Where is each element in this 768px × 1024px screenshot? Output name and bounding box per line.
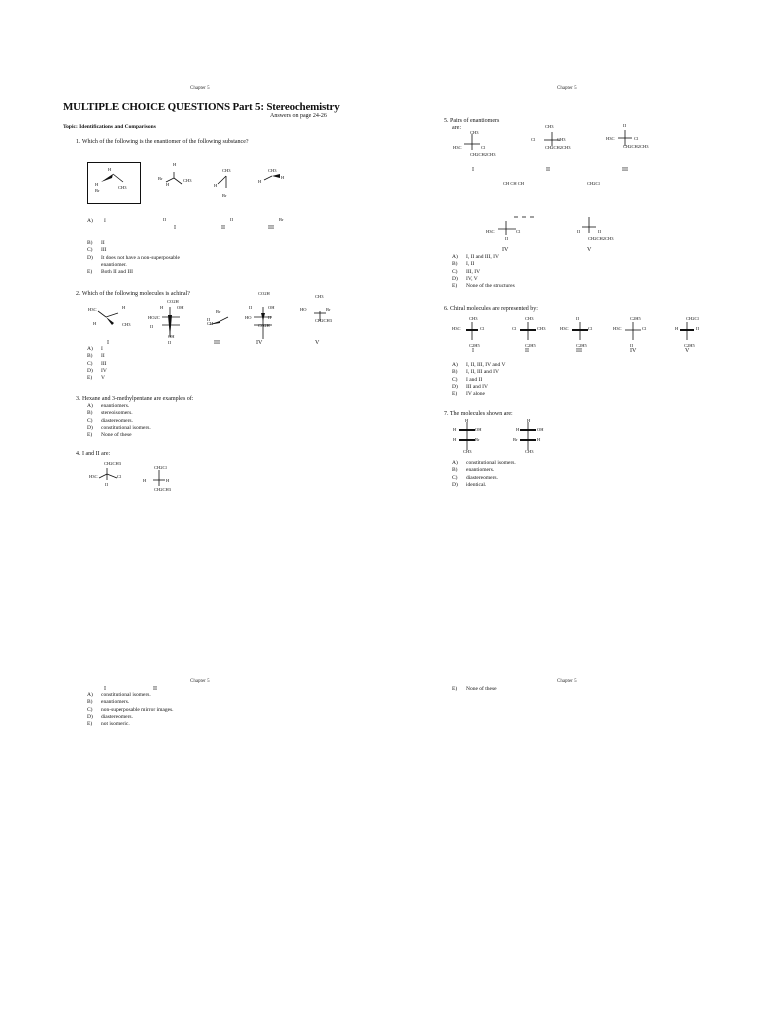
page-header: Chapter 5	[557, 679, 577, 684]
q6-fischer-structures	[460, 320, 710, 344]
option-row[interactable]	[87, 410, 151, 417]
atom-label: CH3	[118, 185, 127, 190]
option-text: None of these	[101, 432, 132, 439]
option-row[interactable]	[87, 375, 107, 382]
structure-label: III	[214, 340, 220, 346]
atom-label: Cl	[588, 326, 593, 331]
option-row[interactable]	[452, 391, 506, 398]
option-text: stereoisomers.	[101, 410, 133, 417]
option-key: D)	[87, 424, 93, 431]
option-text: I	[101, 346, 103, 352]
option-text: V	[101, 375, 105, 382]
atom-label: CH3	[525, 316, 534, 321]
atom-label: II	[230, 217, 233, 222]
atom-label: OH	[537, 427, 544, 432]
structure-label: IV	[502, 247, 509, 253]
atom-label: Br	[222, 193, 227, 198]
option-row[interactable]	[87, 721, 174, 728]
q4-structures	[95, 466, 185, 490]
answers-note: Answers on page 24-26	[270, 113, 327, 119]
atom-label: Br	[279, 217, 284, 222]
atom-label: OH	[168, 334, 175, 339]
option-text: I, II	[466, 261, 475, 268]
option-row[interactable]	[87, 255, 180, 262]
option-key: A)	[452, 362, 458, 368]
atom-label: C2H5	[576, 343, 587, 348]
atom-label: CH2CH3	[104, 461, 122, 466]
atom-label: OH	[268, 305, 275, 310]
atom-label: H	[143, 478, 147, 483]
atom-label: Cl	[642, 326, 647, 331]
atom-label: Cl	[531, 137, 536, 142]
option-text: diastereomers.	[101, 417, 133, 424]
atom-label: II	[576, 316, 579, 321]
option-row[interactable]	[452, 377, 506, 384]
option-row[interactable]	[452, 467, 516, 474]
option-row[interactable]	[87, 361, 107, 368]
atom-label: II	[577, 229, 580, 234]
option-row[interactable]	[87, 699, 174, 706]
structure-label: V	[587, 247, 592, 253]
option-row[interactable]	[87, 269, 180, 276]
option-text: None of the structures	[466, 283, 515, 290]
atom-label: Br	[475, 437, 480, 442]
atom-label: C2H5	[469, 343, 480, 348]
option-key: D)	[87, 713, 93, 720]
structure-label: I	[104, 686, 106, 692]
option-text: It does not have a non-superposable	[101, 254, 180, 261]
option-text: IV	[101, 367, 107, 374]
option-row[interactable]	[87, 247, 180, 254]
option-text: III	[101, 247, 107, 254]
option-text: enantiomers.	[466, 467, 495, 474]
structure-label: II	[525, 348, 529, 354]
atom-label: II	[696, 326, 699, 331]
option-key: A)	[452, 460, 458, 466]
atom-label: Cl	[480, 326, 485, 331]
question-3: 3. Hexane and 3-methylpentane are examples of:	[76, 396, 194, 402]
atom-label: II	[105, 482, 108, 487]
option-text: diastereomers.	[101, 713, 133, 720]
page-header: Chapter 5	[557, 86, 577, 91]
option-key: D)	[87, 254, 93, 261]
option-key: D)	[452, 383, 458, 390]
option-key: E)	[452, 686, 458, 692]
q5-options	[452, 254, 515, 290]
atom-label: H3C	[606, 136, 615, 141]
option-row[interactable]	[452, 362, 506, 369]
atom-label: H	[527, 418, 531, 423]
option-key: C)	[452, 376, 458, 383]
atom-label: II	[168, 340, 171, 345]
option-text: II	[101, 240, 105, 246]
option-text: III	[101, 360, 107, 367]
q7-options	[452, 460, 516, 489]
option-key: B)	[452, 261, 458, 268]
option-text: diastereomers.	[466, 474, 498, 481]
option-row[interactable]	[452, 283, 515, 290]
atom-label: H	[453, 427, 457, 432]
atom-label: C2H5	[684, 343, 695, 348]
option-key: C)	[87, 706, 93, 713]
q3-options	[87, 403, 151, 439]
atom-label: II	[598, 229, 601, 234]
q6-options	[452, 362, 506, 398]
atom-label: HO2C	[148, 315, 160, 320]
option-row[interactable]	[452, 269, 515, 276]
structure-label: III	[576, 348, 582, 354]
option-row[interactable]	[87, 692, 174, 699]
option-row[interactable]	[87, 240, 180, 247]
atom-label: CH3	[537, 326, 546, 331]
atom-label: H	[516, 427, 520, 432]
atom-label: H	[281, 175, 285, 180]
option-text: not isomeric.	[101, 721, 130, 728]
atom-label: CH2CH2CH3	[470, 152, 496, 157]
atom-label: CH3	[222, 168, 231, 173]
topic-heading: Topic: Identifications and Comparisons	[63, 124, 156, 130]
atom-label: II	[150, 324, 153, 329]
atom-label: OH	[177, 305, 184, 310]
atom-label: H	[122, 305, 126, 310]
question-5: 5. Pairs of enantiomers	[444, 118, 500, 124]
structure-label: II	[546, 167, 550, 173]
option-row[interactable]	[87, 353, 107, 360]
atom-label: OH	[475, 427, 482, 432]
atom-label: H3C	[560, 326, 569, 331]
atom-label: CH3	[557, 137, 566, 142]
atom-label: H	[453, 437, 457, 442]
atom-label: Cl	[516, 229, 521, 234]
atom-label: CH3	[545, 124, 554, 129]
option-row[interactable]	[452, 261, 515, 268]
atom-label: CH3	[315, 294, 324, 299]
option-row[interactable]	[87, 714, 174, 721]
question-1: 1. Which of the following is the enantiomer of the following substance?	[76, 139, 249, 145]
atom-label: H3C	[89, 474, 98, 479]
atom-label: H	[166, 478, 170, 483]
option-row[interactable]	[87, 403, 151, 410]
atom-label: II	[249, 305, 252, 310]
option-key: B)	[87, 240, 93, 246]
option-text: constitutional isomers.	[101, 424, 151, 431]
atom-label: HO	[245, 315, 252, 320]
option-text: identical.	[466, 481, 487, 488]
structure-label: III	[622, 167, 628, 173]
option-text: enantiomers.	[101, 403, 130, 409]
option-key: B)	[87, 353, 93, 360]
option-key: E)	[87, 269, 93, 276]
option-key: B)	[87, 410, 93, 417]
q4-options	[87, 692, 174, 728]
structure-label: I	[472, 348, 474, 354]
atom-label: Br	[95, 188, 100, 193]
page-title: MULTIPLE CHOICE QUESTIONS Part 5: Stereochemistry	[63, 101, 340, 113]
option-key: C)	[87, 417, 93, 424]
atom-label: Br	[158, 176, 163, 181]
atom-label: CO2H	[258, 291, 270, 296]
atom-label: Br	[326, 307, 331, 312]
option-key: C)	[452, 268, 458, 275]
atom-label: II	[623, 123, 626, 128]
structure-label: II	[221, 225, 225, 231]
option-key: E)	[87, 375, 93, 382]
atom-label: CH3	[463, 449, 472, 454]
structure-label: V	[315, 340, 320, 346]
atom-label: II	[630, 343, 633, 348]
option-text: III, IV	[466, 268, 481, 275]
atom-label: H3C	[486, 229, 495, 234]
atom-label: Br	[513, 437, 518, 442]
option-row[interactable]	[87, 707, 174, 714]
option-text: I and II	[466, 376, 483, 383]
option-key: A)	[87, 692, 93, 698]
option-text: non-superposable mirror images.	[101, 706, 174, 713]
q7-options-cont	[452, 686, 497, 693]
atom-label: H	[108, 167, 112, 172]
option-key: D)	[452, 481, 458, 488]
structure-label: II	[153, 686, 157, 692]
option-key: E)	[87, 721, 93, 728]
atom-label: CH2Cl	[154, 465, 167, 470]
atom-label: CH2Cl	[587, 181, 600, 186]
option-key: B)	[452, 369, 458, 376]
option-row[interactable]	[452, 369, 506, 376]
option-key: C)	[87, 360, 93, 367]
atom-label: CH2Cl	[686, 316, 699, 321]
option-text: Both II and III	[101, 269, 133, 276]
option-key: A)	[87, 403, 93, 409]
atom-label: CH2CH2CH3	[623, 144, 649, 149]
option-key: B)	[452, 467, 458, 474]
option-text: I, II and III, IV	[466, 254, 499, 260]
atom-label: H	[160, 305, 164, 310]
atom-label: H	[173, 162, 177, 167]
q1-structure-II	[210, 170, 240, 194]
option-key: A)	[87, 346, 93, 352]
atom-label: II	[207, 317, 210, 322]
option-key: D)	[87, 367, 93, 374]
option-row	[87, 262, 180, 269]
atom-label: Cl	[481, 145, 486, 150]
option-row[interactable]	[452, 254, 515, 261]
question-6: 6. Chiral molecules are represented by:	[444, 306, 538, 312]
atom-label: C2H5	[630, 316, 641, 321]
option-row[interactable]	[87, 418, 151, 425]
option-key: E)	[452, 283, 458, 290]
atom-label: H	[214, 183, 218, 188]
option-text: enantiomer.	[101, 261, 127, 268]
atom-label: CH2CH2CH3	[588, 236, 614, 241]
question-7: 7. The molecules shown are:	[444, 411, 513, 417]
option-text: enantiomers.	[101, 699, 130, 706]
atom-label: CO2H	[258, 323, 270, 328]
structure-label: III	[268, 225, 274, 231]
atom-label: CH3	[470, 130, 479, 135]
q1-option-a-value: I	[104, 218, 106, 224]
atom-label: CH2CH2CH3	[545, 145, 571, 150]
option-text: constitutional isomers.	[466, 460, 516, 466]
page-header: Chapter 5	[190, 679, 210, 684]
option-text: III and IV	[466, 383, 488, 390]
atom-label: CH3	[469, 316, 478, 321]
option-text: I, II, III, IV and V	[466, 362, 506, 368]
atom-label: H	[675, 326, 679, 331]
question-4: 4. I and II are:	[76, 451, 111, 457]
atom-label: II	[268, 315, 271, 320]
atom-label: Cl	[512, 326, 517, 331]
option-text: IV alone	[466, 391, 485, 398]
option-key: A)	[452, 254, 458, 260]
q1-options	[87, 240, 180, 276]
option-row[interactable]	[452, 475, 516, 482]
atom-label: CH CH CH	[503, 181, 525, 186]
atom-label: H3C	[453, 145, 462, 150]
atom-label: CH3	[183, 178, 192, 183]
structure-label: V	[685, 348, 690, 354]
structure-label: I	[107, 340, 109, 346]
atom-label: H3C	[88, 307, 97, 312]
option-row[interactable]	[452, 482, 516, 489]
option-text: II	[101, 353, 105, 360]
option-row[interactable]	[87, 432, 151, 439]
atom-label: H3C	[452, 326, 461, 331]
atom-label: C2H5	[525, 343, 536, 348]
option-text: I, II, III and IV	[466, 369, 499, 376]
option-row[interactable]	[452, 686, 497, 693]
structure-label: I	[174, 225, 176, 231]
atom-label: CH2CH3	[315, 318, 333, 323]
atom-label: H	[258, 179, 262, 184]
atom-label: H	[465, 418, 469, 423]
atom-label: H	[537, 437, 541, 442]
option-key: E)	[87, 432, 93, 439]
option-key: B)	[87, 699, 93, 706]
page-header: Chapter 5	[190, 86, 210, 91]
atom-label: Br	[216, 309, 221, 314]
atom-label: II	[163, 217, 166, 222]
atom-label: Cl	[634, 136, 639, 141]
atom-label: H3C	[613, 326, 622, 331]
structure-label: IV	[630, 348, 637, 354]
option-key: C)	[87, 247, 93, 254]
option-text: None of these	[466, 686, 497, 692]
option-key: D)	[452, 275, 458, 282]
atom-label: H	[95, 182, 99, 187]
option-row[interactable]	[452, 384, 506, 391]
q1-option-a-key: A)	[87, 218, 93, 224]
atom-label: H	[93, 321, 97, 326]
option-row[interactable]	[452, 460, 516, 467]
atom-label: CO2H	[167, 299, 179, 304]
question-2: 2. Which of the following molecules is achiral?	[76, 291, 190, 297]
atom-label: CH3	[122, 322, 131, 327]
q1-given-structure	[95, 168, 135, 198]
question-5-cont: are:	[452, 125, 461, 131]
atom-label: II	[505, 236, 508, 241]
q1-structure-III	[258, 170, 288, 190]
structure-label: I	[472, 167, 474, 173]
atom-label: CH3	[268, 168, 277, 173]
q2-options	[87, 346, 107, 382]
atom-label: CH	[207, 321, 214, 326]
option-key: E)	[452, 391, 458, 398]
atom-label: H	[166, 182, 170, 187]
atom-label: Cl	[117, 474, 122, 479]
atom-label: CH2CH3	[154, 487, 172, 492]
option-text: IV, V	[466, 275, 478, 282]
structure-label: IV	[256, 340, 263, 346]
option-key: C)	[452, 474, 458, 481]
option-text: constitutional isomers.	[101, 692, 151, 698]
atom-label: CH3	[525, 449, 534, 454]
atom-label: HO	[300, 307, 307, 312]
